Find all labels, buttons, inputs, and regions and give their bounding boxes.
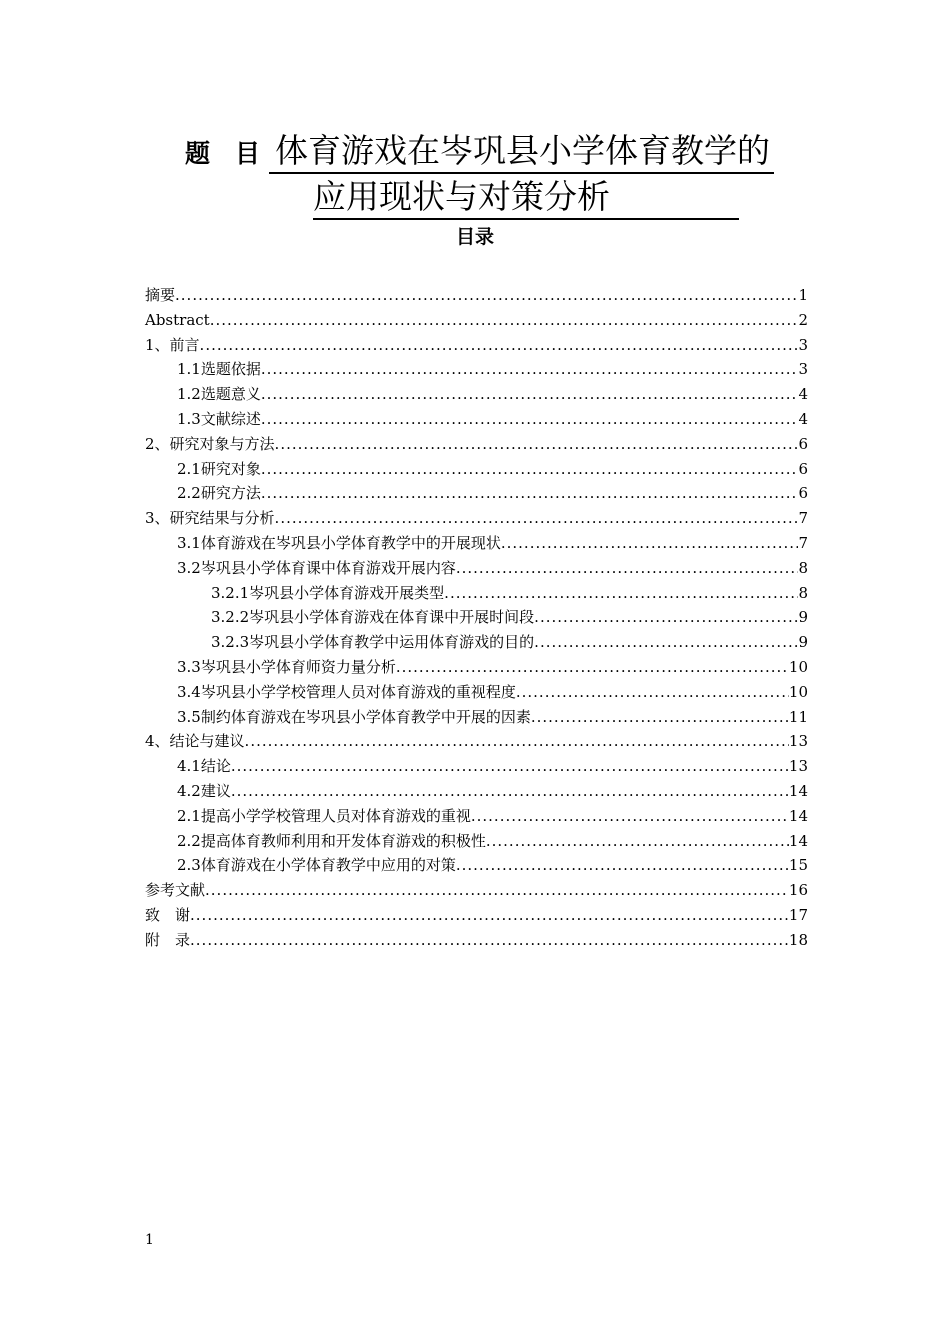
- toc-entry-label: 2.2研究方法: [177, 484, 261, 503]
- toc-entry[interactable]: [145, 556, 808, 581]
- toc-entry-label: 3、研究结果与分析: [145, 509, 275, 528]
- toc-entry-label: 1.3文献综述: [177, 409, 261, 428]
- toc-entry-page: 13: [788, 732, 808, 751]
- toc-dot-leader: [261, 457, 799, 482]
- toc-entry-label: 3.3岑巩县小学体育师资力量分析: [177, 657, 396, 676]
- title-text-line-1: 体育游戏在岑巩县小学体育教学的: [269, 130, 774, 174]
- toc-dot-leader: [534, 630, 798, 655]
- toc-entry-page: 15: [788, 856, 808, 875]
- toc-dot-leader: [200, 333, 799, 358]
- toc-entry-label: 附 录: [145, 930, 191, 949]
- toc-entry-page: 8: [798, 558, 808, 577]
- toc-dot-leader: [190, 928, 789, 953]
- toc-entry-page: 10: [788, 657, 808, 676]
- title-line-1: [185, 130, 825, 176]
- toc-entry-page: 7: [798, 509, 808, 528]
- toc-entry[interactable]: [145, 581, 808, 606]
- toc-dot-leader: [456, 556, 799, 581]
- toc-dot-leader: [501, 531, 799, 556]
- page-number: 1: [145, 1232, 154, 1248]
- toc-dot-leader: [175, 283, 798, 308]
- toc-dot-leader: [534, 605, 798, 630]
- toc-entry-label: 2.1研究对象: [177, 459, 261, 478]
- toc-entry[interactable]: [145, 903, 808, 928]
- toc-entry[interactable]: [145, 853, 808, 878]
- toc-entry[interactable]: [145, 531, 808, 556]
- toc-entry[interactable]: [145, 457, 808, 482]
- toc-heading: 目录: [455, 226, 494, 248]
- toc-entry[interactable]: [145, 382, 808, 407]
- toc-dot-leader: [261, 357, 799, 382]
- toc-dot-leader: [471, 804, 789, 829]
- toc-entry-label: 4、结论与建议: [145, 732, 245, 751]
- toc-entry-page: 4: [798, 385, 808, 404]
- toc-entry[interactable]: [145, 754, 808, 779]
- toc-entry-label: 3.2.1岑巩县小学体育游戏开展类型: [211, 583, 445, 602]
- toc-entry[interactable]: [145, 630, 808, 655]
- toc-entry-label: 参考文献: [145, 881, 206, 900]
- toc-entry-page: 6: [798, 484, 808, 503]
- toc-dot-leader: [396, 655, 789, 680]
- toc-entry[interactable]: [145, 729, 808, 754]
- toc-entry[interactable]: [145, 481, 808, 506]
- toc-entry[interactable]: [145, 779, 808, 804]
- toc-entry[interactable]: [145, 655, 808, 680]
- toc-dot-leader: [531, 705, 789, 730]
- toc-entry-label: 3.1体育游戏在岑巩县小学体育教学中的开展现状: [177, 533, 501, 552]
- toc-entry-page: 14: [788, 831, 808, 850]
- toc-entry-page: 3: [798, 360, 808, 379]
- toc-entry[interactable]: [145, 878, 808, 903]
- title-block: [185, 130, 825, 216]
- toc-entry-page: 4: [798, 409, 808, 428]
- title-text-line-2: 应用现状与对策分析: [313, 176, 739, 220]
- toc-dot-leader: [210, 308, 799, 333]
- toc-dot-leader: [486, 829, 789, 854]
- toc-dot-leader: [456, 853, 789, 878]
- toc-entry-label: 3.5制约体育游戏在岑巩县小学体育教学中开展的因素: [177, 707, 531, 726]
- toc-entry-label: 4.1结论: [177, 757, 231, 776]
- toc-entry-page: 6: [798, 459, 808, 478]
- toc-entry-label: 3.2.2岑巩县小学体育游戏在体育课中开展时间段: [211, 608, 535, 627]
- toc-entry-page: 8: [798, 583, 808, 602]
- toc-entry-label: 3.2.3岑巩县小学体育教学中运用体育游戏的目的: [211, 633, 535, 652]
- toc-entry-label: 致 谢: [145, 905, 191, 924]
- toc-entry-label: 1、前言: [145, 335, 200, 354]
- toc-dot-leader: [190, 903, 789, 928]
- toc-dot-leader: [444, 581, 798, 606]
- toc-entry-page: 2: [798, 310, 808, 329]
- toc-entry-label: 摘要: [145, 286, 176, 304]
- table-of-contents: [145, 283, 808, 953]
- toc-entry[interactable]: [145, 432, 808, 457]
- toc-entry[interactable]: [145, 829, 808, 854]
- toc-entry-page: 3: [798, 335, 808, 354]
- toc-entry-label: 2.3体育游戏在小学体育教学中应用的对策: [177, 856, 456, 875]
- toc-entry[interactable]: [145, 407, 808, 432]
- toc-dot-leader: [231, 754, 789, 779]
- toc-entry[interactable]: [145, 680, 808, 705]
- toc-dot-leader: [275, 432, 799, 457]
- toc-dot-leader: [205, 878, 789, 903]
- toc-entry-page: 14: [788, 806, 808, 825]
- toc-entry[interactable]: [145, 283, 808, 308]
- toc-entry[interactable]: [145, 605, 808, 630]
- toc-entry-label: 2.1提高小学学校管理人员对体育游戏的重视: [177, 806, 471, 825]
- toc-entry-page: 9: [798, 633, 808, 652]
- toc-entry-page: 10: [788, 682, 808, 701]
- toc-entry-label: 2、研究对象与方法: [145, 434, 275, 453]
- toc-entry-label: 4.2建议: [177, 781, 231, 800]
- toc-entry[interactable]: [145, 506, 808, 531]
- toc-entry[interactable]: [145, 705, 808, 730]
- toc-entry[interactable]: [145, 804, 808, 829]
- toc-dot-leader: [231, 779, 789, 804]
- toc-entry-page: 6: [798, 434, 808, 453]
- toc-entry[interactable]: [145, 308, 808, 333]
- toc-entry-label: 2.2提高体育教师利用和开发体育游戏的积极性: [177, 831, 486, 850]
- toc-dot-leader: [275, 506, 799, 531]
- toc-entry[interactable]: [145, 333, 808, 358]
- title-line-2: [313, 176, 739, 220]
- toc-entry-label: 3.2岑巩县小学体育课中体育游戏开展内容: [177, 558, 456, 577]
- toc-entry-page: 16: [788, 881, 808, 900]
- toc-entry-page: 14: [788, 781, 808, 800]
- toc-entry-label: Abstract: [145, 310, 210, 329]
- toc-dot-leader: [261, 481, 799, 506]
- toc-entry-page: 18: [788, 930, 808, 949]
- toc-entry-label: 3.4岑巩县小学学校管理人员对体育游戏的重视程度: [177, 682, 516, 701]
- toc-entry-label: 1.1选题依据: [177, 360, 261, 379]
- toc-entry-page: 11: [788, 707, 808, 726]
- toc-entry-page: 17: [788, 905, 808, 924]
- toc-entry[interactable]: [145, 357, 808, 382]
- toc-entry-page: 7: [798, 533, 808, 552]
- toc-dot-leader: [261, 382, 799, 407]
- toc-entry-page: 13: [788, 757, 808, 776]
- title-label: 题 目: [185, 139, 261, 168]
- toc-dot-leader: [245, 729, 789, 754]
- toc-entry-page: 1: [798, 286, 808, 304]
- toc-dot-leader: [516, 680, 789, 705]
- toc-dot-leader: [261, 407, 799, 432]
- toc-entry[interactable]: [145, 928, 808, 953]
- toc-entry-page: 9: [798, 608, 808, 627]
- toc-entry-label: 1.2选题意义: [177, 385, 261, 404]
